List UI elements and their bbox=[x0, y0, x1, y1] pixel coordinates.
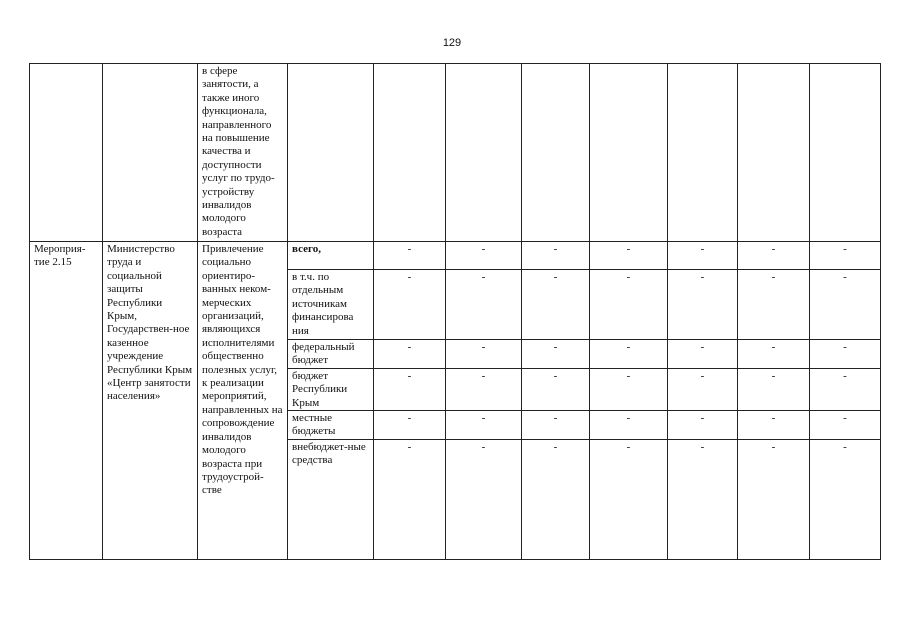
funding-value-cell: - bbox=[738, 270, 810, 340]
funding-value-cell: - bbox=[738, 411, 810, 440]
funding-value-cell: - bbox=[522, 270, 590, 340]
page-number: 129 bbox=[442, 37, 462, 49]
funding-value-cell: - bbox=[446, 439, 522, 559]
continued-row bbox=[30, 64, 881, 242]
funding-value-cell: - bbox=[668, 368, 738, 410]
funding-value-cell: - bbox=[810, 242, 881, 270]
funding-value-cell: - bbox=[738, 242, 810, 270]
funding-value-cell: - bbox=[668, 411, 738, 440]
continued-value-cell bbox=[738, 64, 810, 242]
funding-row-total bbox=[30, 242, 881, 270]
funding-value-cell: - bbox=[446, 368, 522, 410]
funding-value-cell: - bbox=[810, 340, 881, 369]
continued-executor-cell bbox=[103, 64, 198, 242]
funding-value-cell: - bbox=[590, 242, 668, 270]
funding-value-cell: - bbox=[446, 340, 522, 369]
funding-value-cell: - bbox=[590, 411, 668, 440]
event-executor-cell: Министерство труда и социальной защиты Республики Крым, Государствен-ное казенное учреждение Республики Крым «Центр занятости населения» bbox=[103, 242, 198, 560]
continued-description-cell: в сфере занятости, а также иного функционала, направленного на повышение качества и доступности услуг по трудо-устройству инвалидов молодого возраста bbox=[198, 64, 288, 242]
continued-value-cell bbox=[522, 64, 590, 242]
funding-value-cell: - bbox=[738, 340, 810, 369]
funding-value-cell: - bbox=[810, 439, 881, 559]
event-description-cell: Привлечение социально ориентиро-ванных неком-мерческих организаций, являющихся исполнителями общественно полезных услуг, к реализации мероприятий, направленных на сопровождение инвалидов молодого возраста при трудоустрой-стве bbox=[198, 242, 288, 560]
funding-value-cell: - bbox=[446, 242, 522, 270]
funding-value-cell: - bbox=[374, 270, 446, 340]
event-number-cell: Мероприя-тие 2.15 bbox=[30, 242, 103, 560]
funding-value-cell: - bbox=[522, 368, 590, 410]
funding-value-cell: - bbox=[446, 270, 522, 340]
funding-value-cell: - bbox=[668, 439, 738, 559]
funding-value-cell: - bbox=[590, 439, 668, 559]
funding-value-cell: - bbox=[522, 242, 590, 270]
funding-value-cell: - bbox=[590, 368, 668, 410]
continued-value-cell bbox=[590, 64, 668, 242]
continued-value-cell bbox=[446, 64, 522, 242]
funding-source-cell: внебюджет-ные средства bbox=[288, 439, 374, 559]
funding-value-cell: - bbox=[374, 439, 446, 559]
funding-value-cell: - bbox=[446, 411, 522, 440]
funding-value-cell: - bbox=[810, 270, 881, 340]
funding-value-cell: - bbox=[668, 270, 738, 340]
funding-source-cell: бюджет Республики Крым bbox=[288, 368, 374, 410]
funding-value-cell: - bbox=[590, 270, 668, 340]
funding-source-cell: местные бюджеты bbox=[288, 411, 374, 440]
continued-value-cell bbox=[810, 64, 881, 242]
funding-value-cell: - bbox=[668, 242, 738, 270]
funding-value-cell: - bbox=[668, 340, 738, 369]
funding-value-cell: - bbox=[738, 439, 810, 559]
funding-value-cell: - bbox=[522, 340, 590, 369]
continued-value-cell bbox=[668, 64, 738, 242]
funding-value-cell: - bbox=[522, 439, 590, 559]
program-table bbox=[29, 63, 881, 560]
continued-value-cell bbox=[374, 64, 446, 242]
funding-value-cell: - bbox=[810, 368, 881, 410]
funding-value-cell: - bbox=[738, 368, 810, 410]
funding-value-cell: - bbox=[590, 340, 668, 369]
continued-source-cell bbox=[288, 64, 374, 242]
funding-value-cell: - bbox=[810, 411, 881, 440]
funding-value-cell: - bbox=[522, 411, 590, 440]
funding-source-cell: федеральный бюджет bbox=[288, 340, 374, 369]
funding-source-cell: в т.ч. по отдельным источникам финансирова ния bbox=[288, 270, 374, 340]
funding-value-cell: - bbox=[374, 368, 446, 410]
funding-value-cell: - bbox=[374, 411, 446, 440]
funding-source-cell: всего, bbox=[288, 242, 374, 270]
continued-number-cell bbox=[30, 64, 103, 242]
funding-value-cell: - bbox=[374, 242, 446, 270]
funding-value-cell: - bbox=[374, 340, 446, 369]
